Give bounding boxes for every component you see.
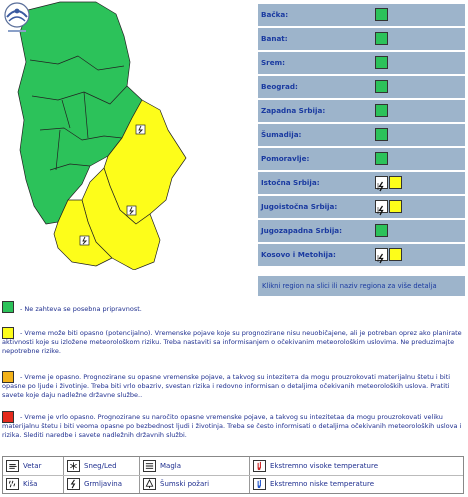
legend-description: - Vreme je vrlo opasno. Prognozirane su naročito opasne vremenske pojave, a takvog su intezitetaa da mogu prouzrokovati veliku materijalnu štetu i biti veoma opasne po bezbednost ljudi i životinja. Treba se često informisati o detaljima očekivanih meteoroloških uslova i rizika. Slediti naredbe i savete nadležnih državnih službi.: [2, 413, 462, 439]
region-row[interactable]: [258, 52, 465, 74]
region-row[interactable]: [258, 148, 465, 170]
thunderstorm-icon: [375, 200, 388, 213]
thunderstorm-icon: [67, 478, 80, 490]
region-row[interactable]: [258, 196, 465, 218]
region-row[interactable]: [258, 244, 465, 266]
hazard-label: Magla: [160, 462, 182, 470]
yellow-warning-square: [389, 176, 402, 189]
legend-text: [2, 413, 464, 440]
region-click-hint: Klikni region na slici ili naziv regiona za više detalja: [258, 276, 465, 296]
legend-description: - Ne zahteva se posebna pripravnost.: [20, 305, 142, 313]
rhmz-logo-icon: [0, 0, 34, 36]
green-warning-square: [375, 152, 388, 165]
thunderstorm-icon: [375, 248, 388, 261]
region-warning-boxes: [375, 8, 388, 22]
region-warning-boxes: [375, 128, 388, 142]
region-label[interactable]: Zapadna Srbija:: [261, 106, 326, 115]
region-label[interactable]: Istočna Srbija:: [261, 178, 320, 187]
forest-fire-icon: [143, 478, 156, 490]
region-warning-boxes: [375, 56, 388, 70]
green-warning-square: [375, 32, 388, 45]
region-row[interactable]: [258, 100, 465, 122]
region-label[interactable]: Jugozapadna Srbija:: [261, 226, 343, 235]
region-warning-boxes: [375, 176, 402, 190]
green-warning-square: [375, 8, 388, 21]
region-row[interactable]: [258, 172, 465, 194]
legend-text: [2, 305, 464, 314]
yellow-warning-square: [389, 248, 402, 261]
hazard-icon-table: [2, 456, 464, 494]
thunderstorm-icon: [375, 176, 388, 189]
region-label[interactable]: Banat:: [261, 34, 288, 43]
legend-text: [2, 373, 464, 400]
region-label[interactable]: Pomoravlje:: [261, 154, 310, 163]
region-warning-boxes: [375, 200, 402, 214]
snow-ice-icon: [67, 460, 80, 472]
region-warning-boxes: [375, 32, 388, 46]
hazard-label: Šumski požari: [160, 480, 210, 488]
yellow-warning-square: [389, 200, 402, 213]
hazard-label: Grmljavina: [84, 480, 122, 488]
region-row[interactable]: [258, 76, 465, 98]
region-list: [258, 2, 465, 294]
green-warning-square: [375, 224, 388, 237]
legend-text: [2, 329, 464, 356]
legend-description: - Vreme može biti opasno (potencijalno). Vremenske pojave koje su prognozirane nisu neuobičajene, ali je potreban oprez ako planirate aktivnosti koje su izložene meteorološkom riziku. Treba nastaviti sa informisanjem o očekivanim meteorološkim uslovima. Ne preduzimajte nepotrebne rizike.: [2, 329, 462, 355]
rain-icon: [6, 478, 19, 490]
region-label[interactable]: Jugoistočna Srbija:: [261, 202, 338, 211]
green-warning-square: [375, 128, 388, 141]
green-warning-square: [375, 80, 388, 93]
hazard-label: Ekstremno niske temperature: [270, 480, 375, 488]
region-label[interactable]: Beograd:: [261, 82, 298, 91]
cold-icon: [253, 478, 266, 490]
wind-icon: [6, 460, 19, 472]
region-warning-boxes: [375, 248, 402, 262]
region-label[interactable]: Kosovo i Metohija:: [261, 250, 336, 259]
green-warning-square: [375, 104, 388, 117]
green-warning-square: [375, 56, 388, 69]
hazard-label: Kiša: [23, 480, 38, 488]
fog-icon: [143, 460, 156, 472]
warning-map: [0, 0, 258, 270]
hazard-label: Vetar: [23, 462, 42, 470]
hazard-label: Sneg/Led: [84, 462, 117, 470]
region-label[interactable]: Šumadija:: [261, 130, 302, 139]
region-warning-boxes: [375, 224, 388, 238]
region-warning-boxes: [375, 152, 388, 166]
heat-icon: [253, 460, 266, 472]
region-warning-boxes: [375, 104, 388, 118]
region-row[interactable]: [258, 28, 465, 50]
region-label[interactable]: Bačka:: [261, 10, 289, 19]
serbia-map: [0, 0, 258, 270]
region-warning-boxes: [375, 80, 388, 94]
region-row[interactable]: [258, 124, 465, 146]
region-row[interactable]: [258, 4, 465, 26]
region-label[interactable]: Srem:: [261, 58, 285, 67]
hazard-label: Ekstremno visoke temperature: [270, 462, 379, 470]
region-row[interactable]: [258, 220, 465, 242]
legend-description: - Vreme je opasno. Prognozirane su opasne vremenske pojave, a takvog su intezitета da mogu prouzrokovati materijalnu štetu i biti opasne po ljude i životinje. Treba biti vrlo obazriv, svestan rizika i redovno informisan o detaljima očekivanih meteoroloških uslova. Pratiti savete koje daju nadležne državne službe..: [2, 373, 451, 399]
